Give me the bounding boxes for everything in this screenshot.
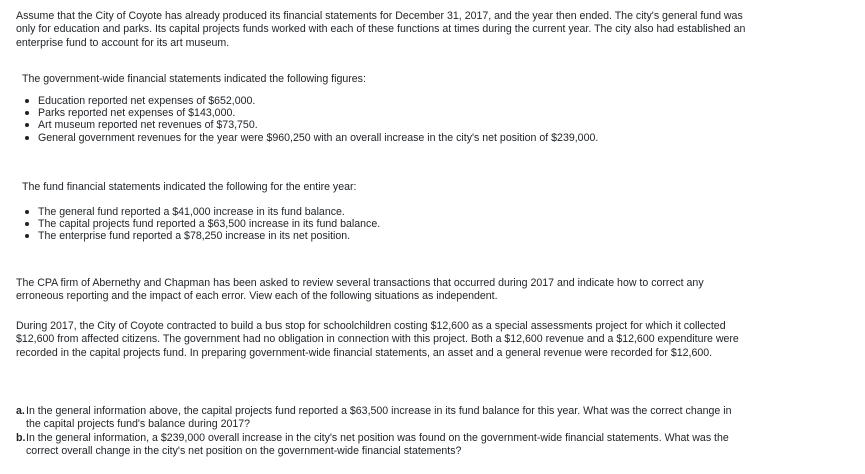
list-item-text: The capital projects fund reported a $63,500 increase in its fund balance. [38, 218, 381, 231]
government-wide-heading: The government-wide financial statements indicated the following figures: [22, 73, 366, 85]
list-item-text: Education reported net expenses of $652,000. [38, 95, 256, 107]
question-text: In the general information, a $239,000 overall increase in the city's net position was found on the government-wide financial statements. What was the correct overall change in the city's net position on the government-wide financial statements? [26, 431, 729, 458]
list-item [22, 119, 598, 131]
question-label: a. [16, 405, 25, 417]
list-item [22, 206, 380, 218]
bullet-icon [25, 234, 29, 238]
list-item-text: Art museum reported net revenues of $73,750. [38, 119, 258, 132]
list-item [22, 218, 380, 230]
bullet-icon [25, 210, 29, 214]
bullet-icon [25, 222, 29, 226]
questions-list [16, 405, 746, 459]
question-b [16, 432, 746, 459]
bullet-icon [25, 111, 29, 115]
bullet-icon [25, 123, 29, 127]
list-item [22, 132, 598, 144]
bullet-icon [25, 136, 29, 140]
intro-paragraph: Assume that the City of Coyote has already produced its financial statements for December 31, 2017, and the year then ended. The city's general fund was only for education and parks. Its capital projects funds worked with each of these functions at times during the current year. The city also had established an enterprise fund to account for its art museum. [16, 10, 746, 49]
fund-statements-list [22, 206, 380, 243]
scenario-paragraph: During 2017, the City of Coyote contracted to build a bus stop for schoolchildren costing $12,600 as a special assessments project for which it collected $12,600 from affected citizens. The government had no obligation in connection with this project. Both a $12,600 revenue and a $12,600 expenditure were recorded in the capital projects fund. In preparing government-wide financial statements, an asset and a general revenue were recorded for $12,600. [16, 320, 739, 359]
list-item [22, 107, 598, 119]
question-label: b. [16, 431, 26, 444]
question-text: In the general information above, the capital projects fund reported a $63,500 increase in its fund balance for this year. What was the correct change in the capital projects fund's balance during 2017? [26, 405, 732, 431]
fund-statements-heading: The fund financial statements indicated the following for the entire year: [22, 181, 357, 193]
question-a [16, 405, 746, 432]
bullet-icon [25, 99, 29, 103]
list-item [22, 95, 598, 107]
list-item-text: The general fund reported a $41,000 increase in its fund balance. [38, 206, 345, 218]
list-item-text: The enterprise fund reported a $78,250 increase in its net position. [38, 230, 351, 243]
list-item-text: Parks reported net expenses of $143,000. [38, 107, 236, 120]
list-item-text: General government revenues for the year were $960,250 with an overall increase in the city's net position of $239,000. [38, 131, 599, 144]
cpa-paragraph: The CPA firm of Abernethy and Chapman has been asked to review several transactions that occurred during 2017 and indicate how to correct any erroneous reporting and the impact of each error. View each of the following situations as independent. [16, 277, 704, 303]
government-wide-list [22, 95, 598, 144]
list-item [22, 230, 380, 242]
